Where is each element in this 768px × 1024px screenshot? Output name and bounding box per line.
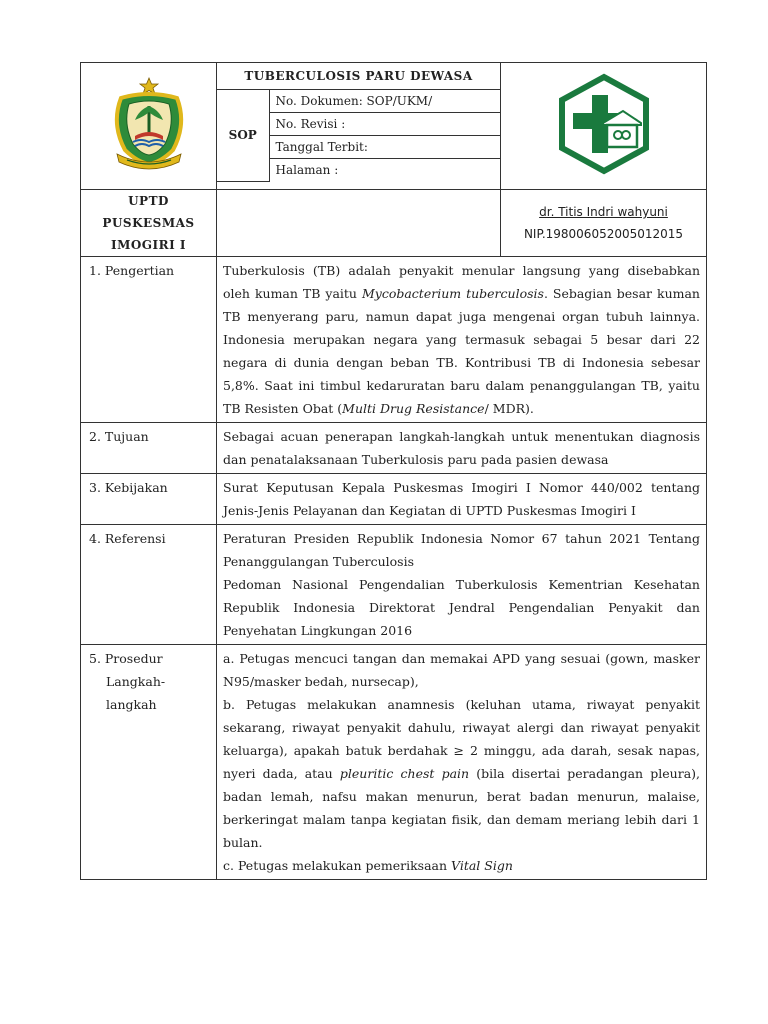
content-prosedur bbox=[217, 645, 707, 880]
text-segment: (bila disertai peradangan pleura), badan lemah, nafsu makan menurun, berat badan menurun, malaise, berkeringat malam tanpa kegiatan fisik, dan demam meriang lebih dari 1 bulan. bbox=[223, 766, 700, 850]
prosedur-step-c bbox=[223, 854, 700, 877]
content-referensi bbox=[217, 525, 707, 645]
left-logo-cell bbox=[81, 63, 217, 190]
italic-term: Multi Drug Resistance bbox=[342, 401, 485, 416]
document-title: TUBERCULOSIS PARU DEWASA bbox=[217, 63, 500, 90]
header-center-cell bbox=[217, 63, 501, 190]
signer-nip: NIP.198006052005012015 bbox=[523, 227, 684, 241]
label-tujuan: 2. Tujuan bbox=[81, 423, 217, 474]
regency-emblem-icon bbox=[107, 76, 191, 172]
sop-label: SOP bbox=[217, 90, 269, 182]
right-logo-cell bbox=[501, 63, 707, 190]
label-pengertian: 1. Pengertian bbox=[81, 257, 217, 423]
signature-block bbox=[501, 190, 707, 257]
puskesmas-cross-icon bbox=[555, 73, 653, 175]
text-segment: Tuberkulosis (TB) adalah penyakit menular langsung yang disebabkan oleh kuman TB yaitu bbox=[223, 263, 700, 301]
row-prosedur bbox=[81, 645, 707, 880]
org-row bbox=[81, 190, 707, 257]
referensi-item: Pedoman Nasional Pengendalian Tuberkulosis Kementrian Kesehatan Republik Indonesia Direktorat Jendral Pengendalian Penyakit dan Penyehatan Lingkungan 2016 bbox=[223, 577, 700, 638]
italic-term: pleuritic chest pain bbox=[339, 766, 470, 781]
org-line-3: IMOGIRI I bbox=[110, 238, 187, 252]
header-meta-table bbox=[217, 63, 500, 182]
label-prosedur bbox=[81, 645, 217, 880]
tanggal-terbit: Tanggal Terbit: bbox=[269, 136, 500, 159]
halaman: Halaman : bbox=[269, 159, 500, 182]
content-pengertian bbox=[217, 257, 707, 423]
content-tujuan: Sebagai acuan penerapan langkah-langkah untuk menentukan diagnosis dan penatalaksanaan Tuberkulosis paru pada pasien dewasa bbox=[217, 423, 707, 474]
row-referensi bbox=[81, 525, 707, 645]
text-segment: c. Petugas melakukan pemeriksaan bbox=[223, 858, 452, 873]
italic-term: Vital Sign bbox=[451, 858, 513, 873]
label-referensi: 4. Referensi bbox=[81, 525, 217, 645]
label-line: langkah bbox=[106, 697, 157, 712]
label-kebijakan: 3. Kebijakan bbox=[81, 474, 217, 525]
label-line: Langkah- bbox=[106, 674, 166, 689]
prosedur-step-b bbox=[223, 693, 700, 854]
org-line-1: UPTD bbox=[128, 194, 169, 208]
label-line: 5. Prosedur bbox=[89, 651, 163, 666]
prosedur-step-a: a. Petugas mencuci tangan dan memakai APD yang sesuai (gown, masker N95/masker bedah, nursecap), bbox=[223, 651, 700, 689]
no-revisi: No. Revisi : bbox=[269, 113, 500, 136]
organization-name bbox=[81, 190, 217, 257]
row-kebijakan bbox=[81, 474, 707, 525]
text-segment: . Sebagian besar kuman TB menyerang paru, namun dapat juga mengenai organ tubuh lainnya. Indonesia merupakan negara yang termasuk sebagai 5 besar dari 22 negara di dunia dengan beban TB. Kontribusi TB di Indonesia sebesar 5,8%. Saat ini timbul kedaruratan baru dalam penanggulangan TB, yaitu TB Resisten Obat ( bbox=[223, 286, 700, 416]
row-pengertian bbox=[81, 257, 707, 423]
content-kebijakan: Surat Keputusan Kepala Puskesmas Imogiri I Nomor 440/002 tentang Jenis-Jenis Pelayanan dan Kegiatan di UPTD Puskesmas Imogiri I bbox=[217, 474, 707, 525]
text-segment: / MDR). bbox=[484, 401, 534, 416]
sop-table bbox=[80, 62, 707, 880]
signer-name: dr. Titis Indri wahyuni bbox=[539, 205, 668, 219]
empty-cell bbox=[217, 190, 501, 257]
sop-document bbox=[80, 62, 707, 880]
referensi-item: Peraturan Presiden Republik Indonesia Nomor 67 tahun 2021 Tentang Penanggulangan Tuberculosis bbox=[223, 531, 700, 569]
no-dokumen: No. Dokumen: SOP/UKM/ bbox=[269, 90, 500, 113]
row-tujuan bbox=[81, 423, 707, 474]
text-segment: b. Petugas melakukan anamnesis (keluhan utama, riwayat penyakit sekarang, riwayat penyakit dahulu, riwayat alergi dan riwayat penyakit keluarga), apakah batuk berdahak ≥ 2 minggu, ada darah, sesak napas, nyeri dada, atau bbox=[223, 697, 700, 781]
header-row bbox=[81, 63, 707, 190]
org-line-2: PUSKESMAS bbox=[102, 216, 195, 230]
italic-term: Mycobacterium tuberculosis bbox=[361, 286, 544, 301]
